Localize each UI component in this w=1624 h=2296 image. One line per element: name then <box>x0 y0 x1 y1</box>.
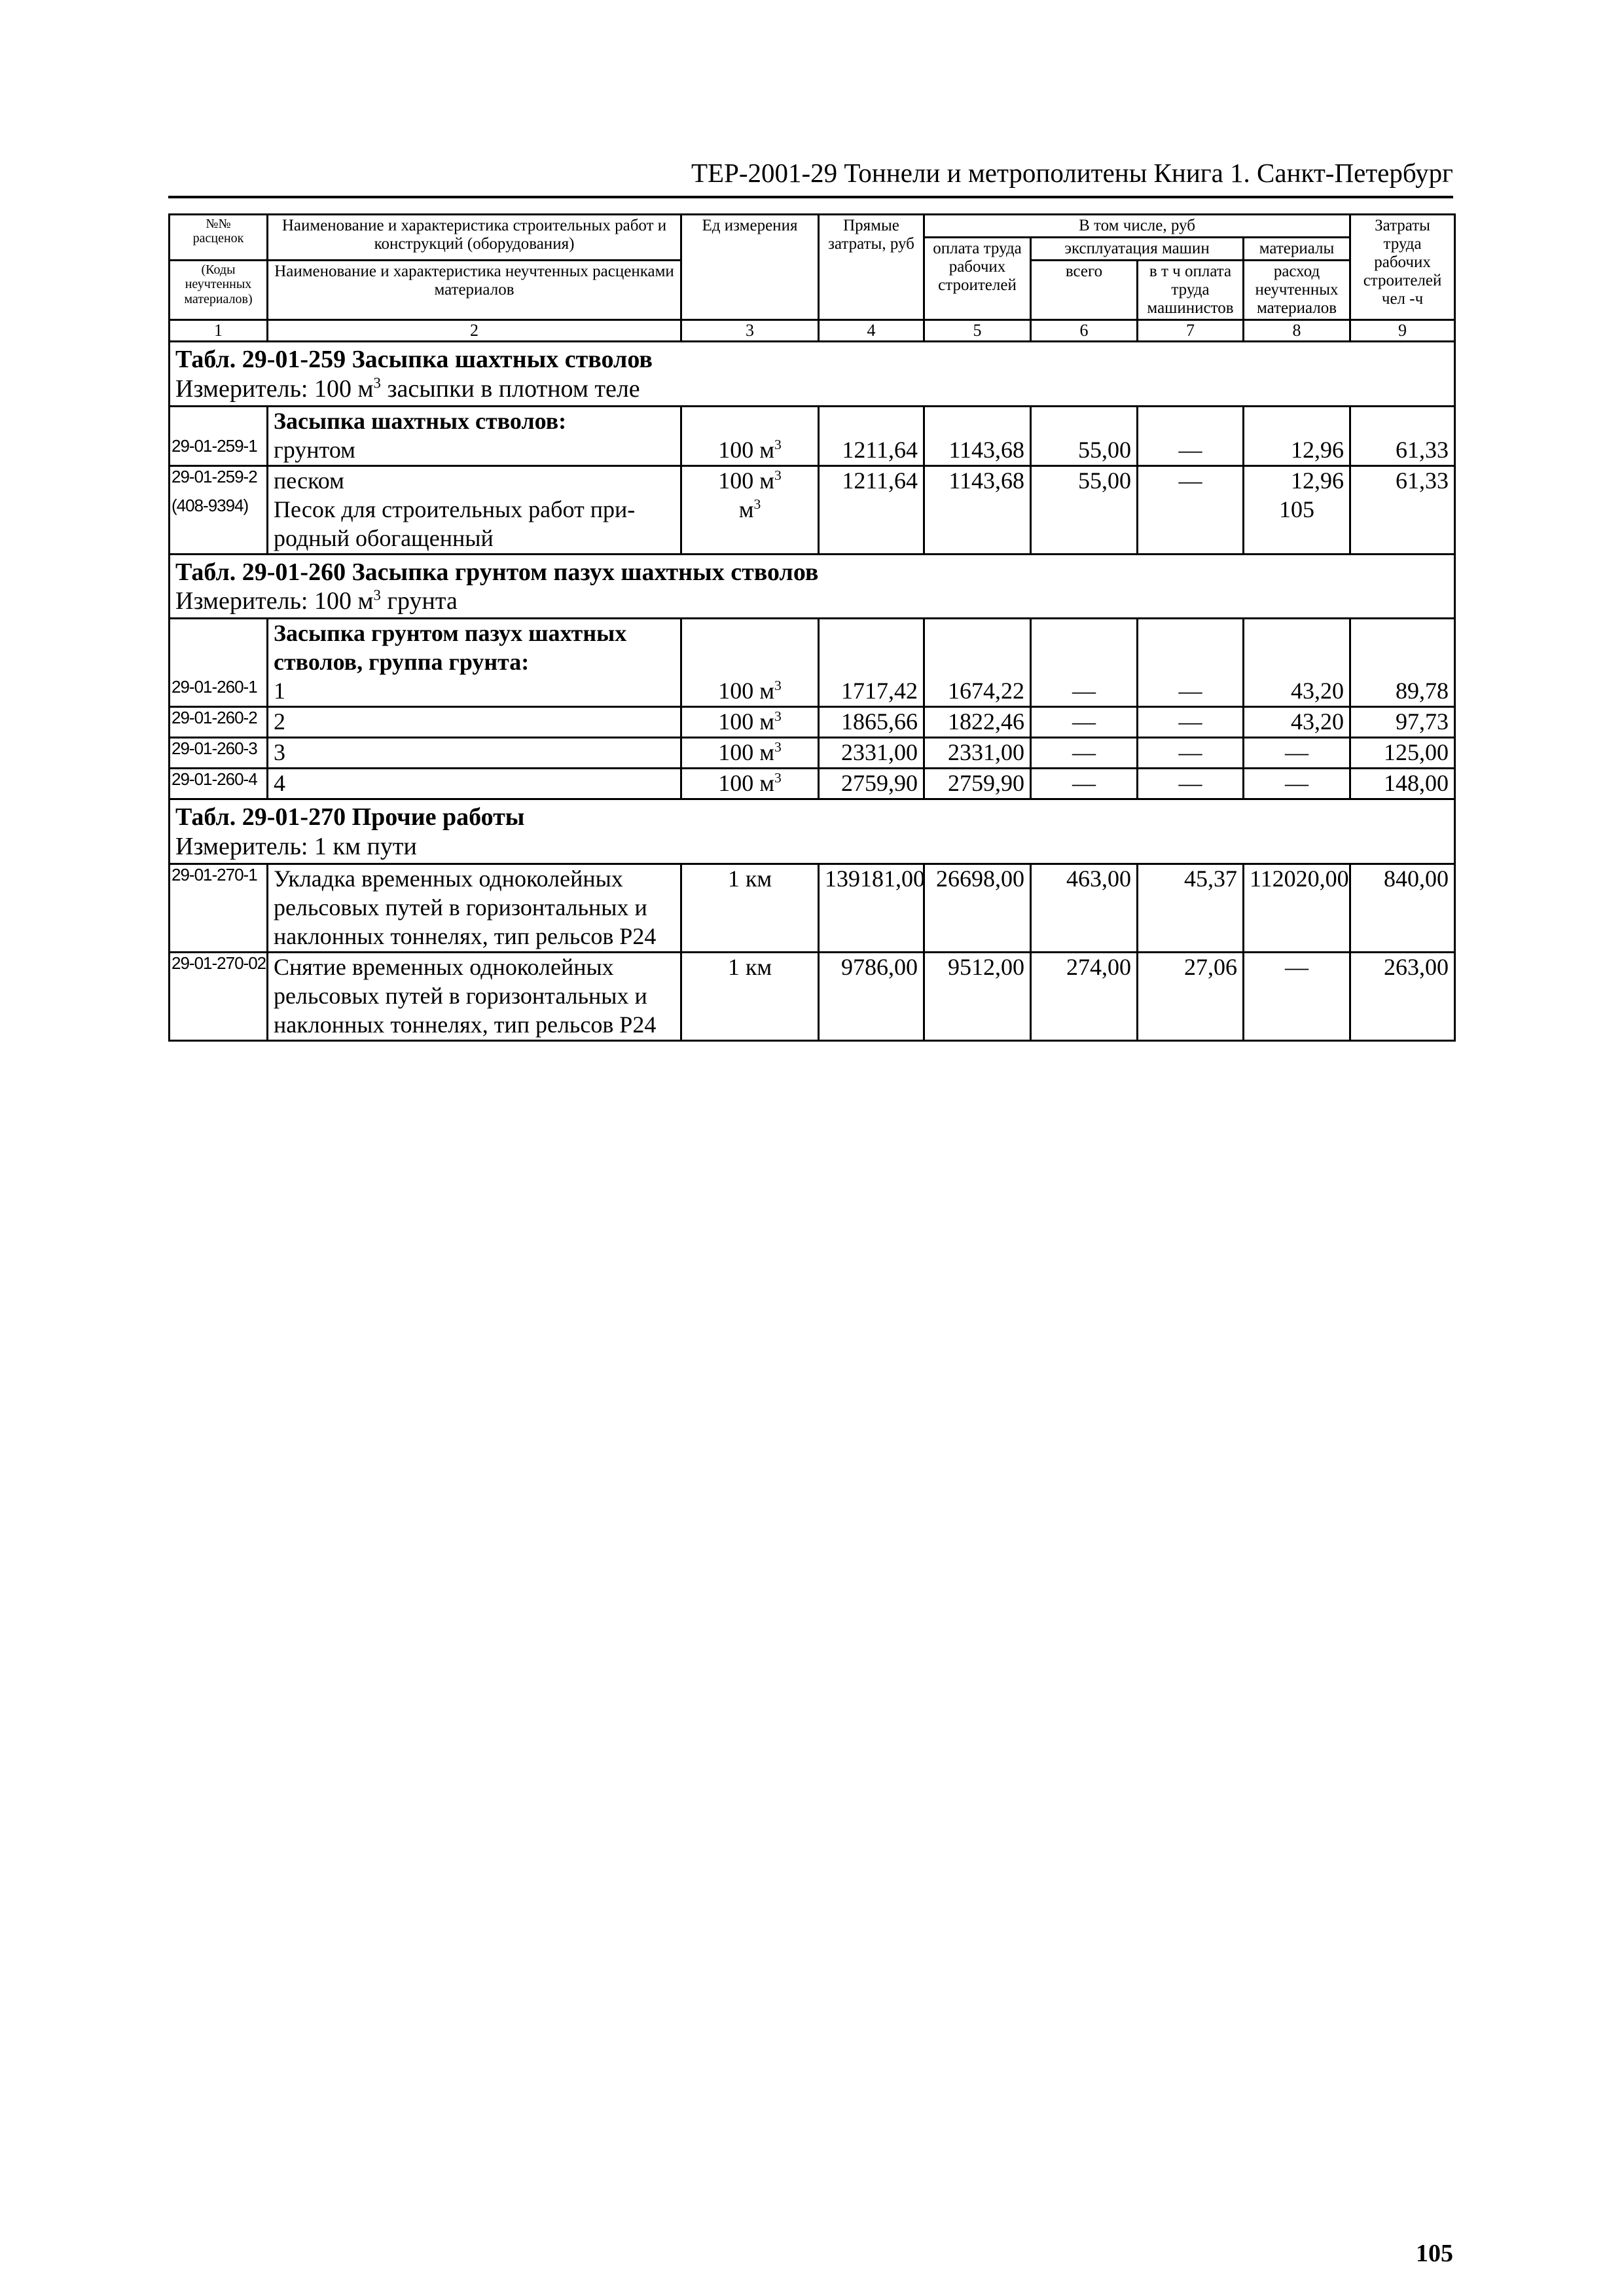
mach-labor-cell <box>1138 619 1244 707</box>
direct-value: 139181,00 <box>825 865 925 892</box>
hours-value: 263,00 <box>1384 953 1449 980</box>
section-header <box>170 554 1455 619</box>
table-row <box>170 864 1455 952</box>
hours-cell <box>1350 707 1455 738</box>
rate-code: 29-01-260-2 <box>171 708 257 728</box>
rate-code: 29-01-260-4 <box>171 769 257 790</box>
mach-total-cell <box>1031 769 1138 799</box>
work-name-line: грунтом <box>274 436 355 463</box>
work-name-line: 3 <box>274 739 285 766</box>
section-meter: Измеритель: 100 $м^3$ грунта <box>175 587 458 615</box>
hours-value: 148,00 <box>1384 770 1449 797</box>
labor-value: 1674,22 <box>948 678 1024 704</box>
materials-cell <box>1244 769 1350 799</box>
hours-cell <box>1350 952 1455 1040</box>
unit-value: $м^3$ <box>738 496 761 522</box>
labor-value: 26698,00 <box>936 865 1024 892</box>
hours-value: 89,78 <box>1396 678 1449 704</box>
mach-labor-value: — <box>1178 678 1202 704</box>
table-row <box>170 769 1455 799</box>
running-header: ТЕР-2001-29 Тоннели и метрополитены Книга 1. Санкт-Петербург <box>168 160 1453 198</box>
mach-total-value: — <box>1072 739 1096 766</box>
labor-value: 2759,90 <box>948 770 1024 797</box>
table-row <box>170 952 1455 1040</box>
col-number: 4 <box>819 320 924 342</box>
work-name-cell <box>268 769 681 799</box>
materials-value: 112020,00 <box>1250 865 1349 892</box>
col-mat-consumption-header: расход неучтенных материалов <box>1244 261 1350 320</box>
work-name-line: рельсовых путей в горизонтальных и <box>274 982 647 1009</box>
labor-cell <box>924 864 1031 952</box>
hours-value: 61,33 <box>1396 436 1449 463</box>
hours-value: 61,33 <box>1396 467 1449 494</box>
mach-labor-value: 27,06 <box>1184 953 1237 980</box>
col-code-header <box>170 215 268 261</box>
mach-total-cell <box>1031 619 1138 707</box>
labor-cell <box>924 769 1031 799</box>
section-title: Табл. 29-01-270 Прочие работы <box>175 803 525 831</box>
mach-labor-cell <box>1138 465 1244 554</box>
section-header <box>170 799 1455 864</box>
col-number: 6 <box>1031 320 1138 342</box>
mach-total-value: 55,00 <box>1078 467 1131 494</box>
page-number: 105 <box>1416 2240 1453 2267</box>
col-name-header: Наименование и характеристика строительных работ и конструкций (оборудования) <box>268 215 681 261</box>
mach-labor-cell <box>1138 738 1244 769</box>
work-name-cell <box>268 619 681 707</box>
labor-cell <box>924 738 1031 769</box>
mach-total-value: — <box>1072 770 1096 797</box>
labor-value: 2331,00 <box>948 739 1024 766</box>
work-name-cell <box>268 952 681 1040</box>
mach-labor-cell <box>1138 406 1244 465</box>
work-name-cell <box>268 864 681 952</box>
direct-value: 1211,64 <box>842 436 918 463</box>
work-name-line: 4 <box>274 770 285 797</box>
col-code-title: №№ <box>206 217 231 231</box>
mach-total-cell <box>1031 406 1138 465</box>
labor-cell <box>924 707 1031 738</box>
materials-cell <box>1244 619 1350 707</box>
rate-code-cell <box>170 769 268 799</box>
rate-code: (408-9394) <box>171 495 249 515</box>
section-header-cell <box>170 342 1455 407</box>
col-number: 3 <box>681 320 819 342</box>
rate-code: 29-01-270-1 <box>171 864 257 884</box>
mach-labor-cell <box>1138 707 1244 738</box>
unit-value: 100 $м^3$ <box>718 678 782 704</box>
rate-code-cell <box>170 952 268 1040</box>
rate-code-cell <box>170 406 268 465</box>
materials-cell <box>1244 738 1350 769</box>
section-header-cell <box>170 554 1455 619</box>
work-name-line: Песок для строительных работ при- <box>274 496 636 522</box>
unit-cell <box>681 952 819 1040</box>
work-name-cell <box>268 465 681 554</box>
materials-value: 12,96 <box>1291 436 1344 463</box>
materials-cell <box>1244 406 1350 465</box>
unit-value: 100 $м^3$ <box>718 708 782 735</box>
mach-labor-value: — <box>1178 708 1202 735</box>
table-body <box>170 342 1455 1041</box>
section-meter: Измеритель: 1 км пути <box>175 832 417 860</box>
rate-code-cell <box>170 465 268 554</box>
mach-total-value: 55,00 <box>1078 436 1131 463</box>
direct-cell <box>819 952 924 1040</box>
direct-cell <box>819 619 924 707</box>
table-row <box>170 619 1455 707</box>
col-code-subheader: (Коды неучтенных материалов) <box>170 261 268 320</box>
unit-cell <box>681 619 819 707</box>
labor-value: 1822,46 <box>948 708 1024 735</box>
materials-cell <box>1244 707 1350 738</box>
direct-cell <box>819 738 924 769</box>
mach-labor-value: — <box>1178 739 1202 766</box>
materials-value: 43,20 <box>1291 678 1344 704</box>
work-name-line: Снятие временных одноколейных <box>274 953 614 980</box>
mach-total-cell <box>1031 864 1138 952</box>
rate-code-cell <box>170 738 268 769</box>
mach-labor-cell <box>1138 769 1244 799</box>
mach-total-value: 463,00 <box>1066 865 1131 892</box>
table-row <box>170 465 1455 554</box>
materials-value: — <box>1285 770 1309 797</box>
mach-total-value: — <box>1072 708 1096 735</box>
direct-value: 2331,00 <box>841 739 918 766</box>
rate-code-cell <box>170 864 268 952</box>
hours-value: 125,00 <box>1384 739 1449 766</box>
mach-labor-value: — <box>1178 770 1202 797</box>
work-name-cell <box>268 738 681 769</box>
hours-value: 97,73 <box>1396 708 1449 735</box>
section-meter: Измеритель: 100 $м^3$ засыпки в плотном теле <box>175 374 640 403</box>
mach-total-cell <box>1031 738 1138 769</box>
col-name-subheader: Наименование и характеристика неучтенных расценками материалов <box>268 261 681 320</box>
direct-value: 9786,00 <box>841 953 918 980</box>
rate-code-cell <box>170 619 268 707</box>
mach-labor-cell <box>1138 864 1244 952</box>
unit-cell <box>681 465 819 554</box>
work-name-cell <box>268 406 681 465</box>
work-name-line: родный обогащенный <box>274 524 494 551</box>
unit-cell <box>681 406 819 465</box>
rates-table <box>168 213 1456 1042</box>
col-number: 9 <box>1350 320 1455 342</box>
col-direct-header: Прямые затраты, руб <box>819 215 924 320</box>
rate-code: 29-01-259-2 <box>171 466 257 486</box>
labor-value: 9512,00 <box>948 953 1024 980</box>
labor-cell <box>924 406 1031 465</box>
unit-value: 1 км <box>727 865 772 892</box>
col-code-subtitle: расценок <box>192 231 244 246</box>
rate-code-cell <box>170 707 268 738</box>
unit-value: 100 $м^3$ <box>718 467 782 494</box>
materials-value: — <box>1285 739 1309 766</box>
materials-value: — <box>1285 953 1309 980</box>
col-mach-total-header: всего <box>1031 261 1138 320</box>
unit-cell <box>681 864 819 952</box>
mach-total-cell <box>1031 952 1138 1040</box>
table-row <box>170 738 1455 769</box>
direct-value: 1211,64 <box>842 467 918 494</box>
unit-cell <box>681 769 819 799</box>
direct-value: 1717,42 <box>841 678 918 704</box>
unit-value: 100 $м^3$ <box>718 739 782 766</box>
mach-total-value: — <box>1072 678 1096 704</box>
col-unit-header: Ед измерения <box>681 215 819 320</box>
work-name-line: рельсовых путей в горизонтальных и <box>274 894 647 920</box>
mach-total-cell <box>1031 465 1138 554</box>
direct-value: 1865,66 <box>841 708 918 735</box>
col-number: 5 <box>924 320 1031 342</box>
col-number: 8 <box>1244 320 1350 342</box>
col-hours-header: Затраты труда рабочих строителей чел -ч <box>1350 215 1455 320</box>
hours-cell <box>1350 769 1455 799</box>
mach-labor-value: 45,37 <box>1184 865 1237 892</box>
work-name-cell <box>268 707 681 738</box>
materials-cell <box>1244 465 1350 554</box>
work-name-line: песком <box>274 467 344 494</box>
work-name-line: Укладка временных одноколейных <box>274 865 623 892</box>
hours-cell <box>1350 619 1455 707</box>
materials-value: 105 <box>1279 496 1315 522</box>
table-header <box>170 215 1455 342</box>
rate-code: 29-01-270-02 <box>171 953 266 973</box>
materials-cell <box>1244 864 1350 952</box>
unit-value: 100 $м^3$ <box>718 436 782 463</box>
labor-cell <box>924 465 1031 554</box>
unit-value: 1 км <box>727 953 772 980</box>
materials-cell <box>1244 952 1350 1040</box>
unit-value: 100 $м^3$ <box>718 770 782 797</box>
rate-code: 29-01-259-1 <box>171 435 257 456</box>
direct-cell <box>819 769 924 799</box>
col-number: 1 <box>170 320 268 342</box>
work-name-line: 1 <box>274 678 285 704</box>
column-numbers-row <box>170 320 1455 342</box>
materials-value: 12,96 <box>1291 467 1344 494</box>
col-machines-header: эксплуатация машин <box>1031 238 1244 261</box>
rates-table-container <box>168 213 1454 1042</box>
hours-cell <box>1350 864 1455 952</box>
labor-value: 1143,68 <box>948 436 1024 463</box>
direct-cell <box>819 406 924 465</box>
mach-labor-value: — <box>1178 467 1202 494</box>
direct-cell <box>819 465 924 554</box>
labor-value: 1143,68 <box>948 467 1024 494</box>
col-labor-header: оплата труда рабочих строителей <box>924 238 1031 320</box>
direct-value: 2759,90 <box>841 770 918 797</box>
rate-code: 29-01-260-1 <box>171 677 257 697</box>
hours-value: 840,00 <box>1384 865 1449 892</box>
direct-cell <box>819 864 924 952</box>
rate-code: 29-01-260-3 <box>171 738 257 759</box>
section-title: Табл. 29-01-260 Засыпка грунтом пазух шахтных стволов <box>175 558 819 586</box>
col-materials-header: материалы <box>1244 238 1350 261</box>
work-name-line: наклонных тоннелях, тип рельсов Р24 <box>274 922 657 949</box>
col-number: 2 <box>268 320 681 342</box>
mach-total-cell <box>1031 707 1138 738</box>
section-header <box>170 342 1455 407</box>
group-label: Засыпка шахтных стволов: <box>274 407 567 434</box>
hours-cell <box>1350 406 1455 465</box>
section-header-cell <box>170 799 1455 864</box>
labor-cell <box>924 952 1031 1040</box>
table-row <box>170 406 1455 465</box>
group-label: Засыпка грунтом пазух шахтных стволов, группа грунта: <box>274 620 627 676</box>
col-group-header: В том числе, руб <box>924 215 1350 238</box>
hours-cell <box>1350 465 1455 554</box>
col-number: 7 <box>1138 320 1244 342</box>
unit-cell <box>681 738 819 769</box>
work-name-line: 2 <box>274 708 285 735</box>
section-title: Табл. 29-01-259 Засыпка шахтных стволов <box>175 346 653 373</box>
work-name-line: наклонных тоннелях, тип рельсов Р24 <box>274 1011 657 1038</box>
hours-cell <box>1350 738 1455 769</box>
table-row <box>170 707 1455 738</box>
mach-labor-value: — <box>1178 436 1202 463</box>
unit-cell <box>681 707 819 738</box>
col-mach-labor-header: в т ч оплата труда машинистов <box>1138 261 1244 320</box>
mach-total-value: 274,00 <box>1066 953 1131 980</box>
direct-cell <box>819 707 924 738</box>
labor-cell <box>924 619 1031 707</box>
mach-labor-cell <box>1138 952 1244 1040</box>
materials-value: 43,20 <box>1291 708 1344 735</box>
